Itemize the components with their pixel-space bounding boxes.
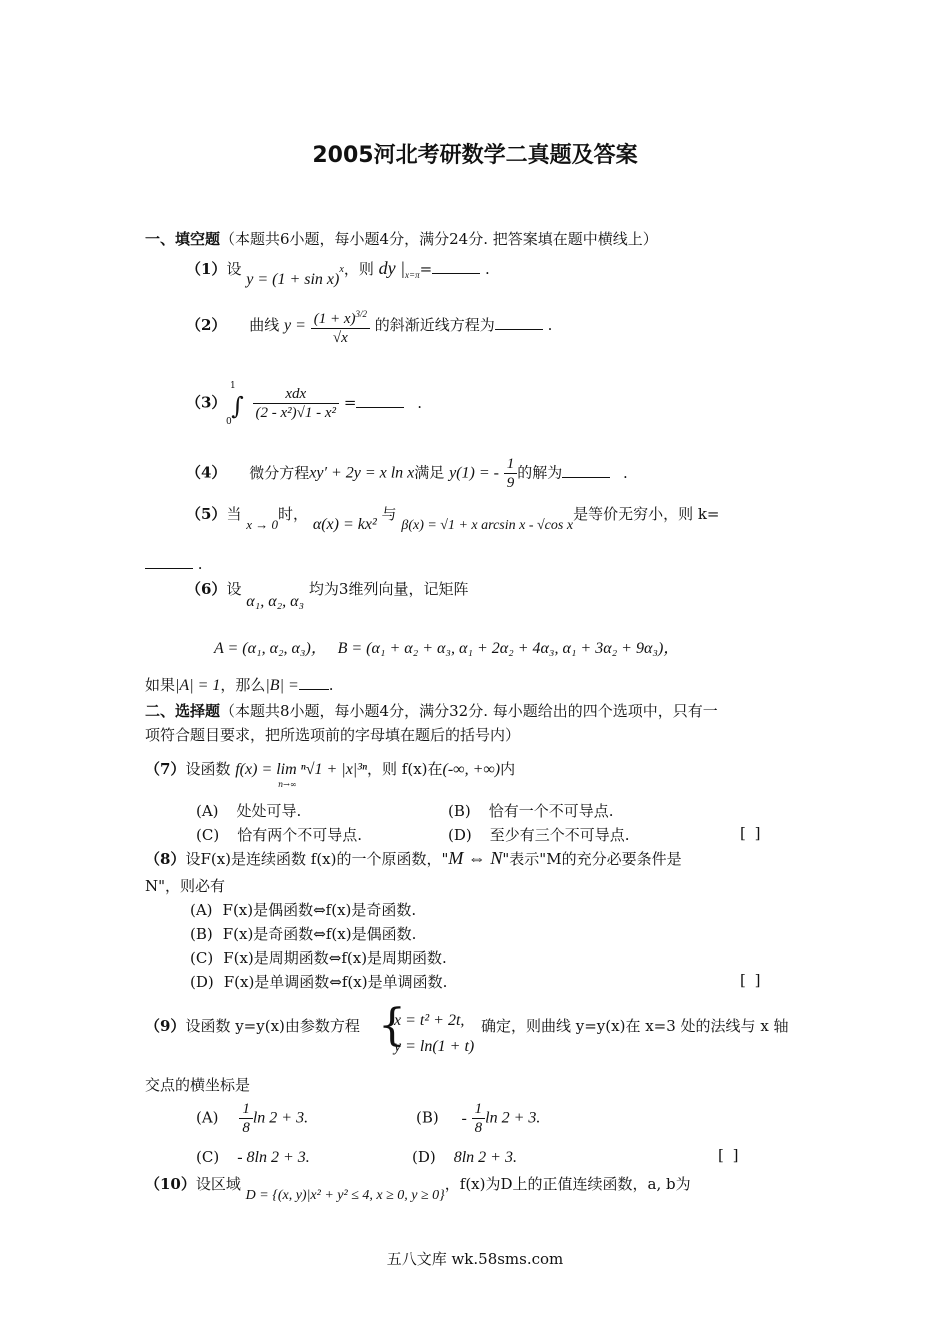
section-heading: 二、选择题: [145, 702, 221, 720]
numerator: xdx: [253, 385, 340, 404]
q-number: （4）: [186, 463, 227, 482]
q-text: 曲线: [249, 316, 280, 334]
q-number: （3）: [186, 393, 227, 412]
q-text: 与: [381, 505, 397, 523]
q-text: =: [419, 260, 433, 278]
numerator: 1: [239, 1100, 253, 1119]
formula: (-∞, +∞): [442, 761, 501, 778]
formula: dy |: [378, 258, 406, 278]
question-5: [186, 503, 720, 533]
question-10: [145, 1173, 691, 1203]
q-end: .: [484, 260, 490, 278]
lower-limit: 0: [226, 417, 232, 427]
formula: y = (1 + sin x): [246, 271, 340, 288]
answer-blank: [495, 317, 543, 330]
q-text: 的斜渐近线方程为: [374, 316, 495, 334]
q-text: =: [343, 393, 357, 412]
answer-bracket: [ ]: [740, 971, 763, 989]
denominator: (2 - x²)√1 - x²: [255, 405, 337, 421]
option-label: (A): [190, 901, 213, 919]
q-number: （6）: [186, 580, 227, 598]
fraction: [472, 1100, 486, 1137]
denominator: 8: [474, 1120, 483, 1136]
option-label: (C): [190, 949, 214, 967]
answer-blank: [145, 556, 193, 569]
q-text: 满足: [414, 463, 445, 482]
formula-subscript: x=π: [405, 270, 420, 280]
fraction: [253, 385, 340, 422]
option-label: (B): [190, 925, 213, 943]
question-4: [186, 455, 628, 492]
formula-exponent: x: [339, 264, 344, 275]
formula: M ⇔ N: [448, 848, 503, 868]
q-number: （8）: [145, 850, 186, 868]
option-C: [196, 1148, 310, 1167]
q-text: 设区域: [195, 1175, 241, 1193]
option-C: [196, 824, 362, 845]
section-choice: [145, 700, 718, 721]
exponent: 3/2: [355, 309, 367, 319]
option-A: [196, 1100, 308, 1137]
q-text: 设函数: [185, 760, 231, 778]
option-text: 恰有一个不可导点.: [488, 802, 614, 820]
answer-blank: [562, 465, 610, 478]
q-end: .: [623, 463, 628, 482]
q-number: （1）: [186, 260, 227, 278]
question-2: [186, 305, 552, 347]
brace: {: [378, 1000, 406, 1051]
option-text: F(x)是奇函数⇔f(x)是偶函数.: [222, 925, 417, 943]
param-eq-x: x = t² + 2t,: [394, 1012, 465, 1029]
q-text: 内: [500, 760, 516, 778]
option-A: [190, 899, 416, 920]
q-text: 是等价无穷小，则 k=: [573, 505, 720, 523]
q-text: ，则 f(x)在: [367, 760, 443, 778]
question-1: [186, 258, 490, 288]
fraction: [311, 305, 370, 347]
option-text: 8ln 2 + 3.: [453, 1149, 517, 1166]
numerator: 1: [504, 455, 518, 474]
q-number: （9）: [145, 1017, 186, 1035]
param-eq-y: y = ln(1 + t): [394, 1038, 475, 1055]
answer-bracket: [ ]: [740, 824, 763, 842]
option-B: [448, 800, 614, 821]
formula: y(1) = -: [449, 464, 499, 482]
q-end: .: [328, 676, 334, 694]
section-fill-in: [145, 228, 658, 249]
option-text: 至少有三个不可导点.: [489, 826, 630, 844]
option-text: F(x)是周期函数⇔f(x)是周期函数.: [223, 949, 447, 967]
option-B: [416, 1100, 540, 1137]
question-6: [186, 578, 469, 610]
option-label: (B): [416, 1108, 439, 1127]
question-3: [186, 381, 422, 427]
formula: D = {(x, y)|x² + y² ≤ 4, x ≥ 0, y ≥ 0}: [245, 1188, 445, 1203]
q-text: 微分方程: [249, 463, 310, 482]
upper-limit: 1: [230, 381, 236, 391]
q-number: （10）: [145, 1175, 196, 1193]
formula: α(x) = kx²: [312, 516, 377, 533]
limit-subscript: n→∞: [278, 780, 297, 789]
option-D: [190, 971, 447, 992]
question-7: [145, 758, 515, 779]
option-text: ln 2 + 3.: [485, 1109, 541, 1127]
q-text: 时，: [278, 505, 309, 523]
matrix-definitions: [214, 635, 679, 658]
question-8-cont: N"，则必有: [145, 877, 226, 895]
numerator: 1: [472, 1100, 486, 1119]
q-text: ，则: [343, 260, 374, 278]
q-text: 设函数 y=y(x)由参数方程: [185, 1017, 360, 1035]
section-intro: （本题共8小题，每小题4分，满分32分. 每小题给出的四个选项中，只有一: [220, 702, 718, 720]
q-number: （7）: [145, 760, 186, 778]
answer-blank: [356, 395, 404, 408]
denominator: 8: [242, 1120, 250, 1136]
denominator: 9: [506, 475, 515, 491]
page-title: 2005河北考研数学二真题及答案: [312, 143, 638, 168]
option-text: ln 2 + 3.: [252, 1109, 309, 1127]
matrix-B: B = (α₁ + α₂ + α₃, α₁ + 2α₂ + 4α₃, α₁ + 3α₂ + 9α₃)，: [337, 640, 680, 657]
option-label: (C): [196, 826, 220, 844]
q-text: 如果: [145, 676, 176, 694]
q-text: 设: [226, 580, 242, 598]
q-text: 设: [226, 260, 242, 278]
fraction: [504, 455, 518, 492]
denominator: √x: [332, 330, 348, 346]
formula: β(x) = √1 + x arcsin x - √cos x: [401, 518, 574, 533]
section-intro-cont: 项符合题目要求，把所选项前的字母填在题后的括号内）: [145, 726, 521, 744]
formula: |B| =: [265, 677, 299, 694]
q-text: 设F(x)是连续函数 f(x)的一个原函数，": [185, 850, 449, 868]
option-sign: -: [461, 1109, 467, 1127]
q-end: .: [417, 393, 422, 412]
q-number: （5）: [186, 505, 227, 523]
formula: x → 0: [246, 517, 279, 532]
question-6-line3: [145, 674, 334, 695]
option-label: (A): [196, 1108, 219, 1127]
option-label: (A): [196, 802, 219, 820]
section-intro: （本题共6小题，每小题4分，满分24分. 把答案填在题中横线上）: [220, 230, 658, 248]
formula: f(x) = lim ⁿ√1 + |x|³ⁿ: [235, 761, 368, 778]
q-text: 当: [226, 505, 242, 523]
q-text: 的解为: [517, 463, 563, 482]
option-label: (C): [196, 1148, 220, 1166]
q-text: "表示"M的充分必要条件是: [502, 850, 682, 868]
formula: α₁, α₂, α₃: [246, 593, 305, 610]
option-label: (D): [190, 973, 214, 991]
q-text: ，那么: [220, 676, 266, 694]
footer-watermark: 五八文库 wk.58sms.com: [386, 1250, 564, 1268]
q-end: .: [547, 316, 553, 334]
option-text: 处处可导.: [236, 802, 302, 820]
q-text: ，f(x)为D上的正值连续函数，a, b为: [444, 1175, 691, 1193]
option-label: (D): [448, 826, 472, 844]
question-8: [145, 848, 682, 869]
question-5-answer-line: [145, 555, 203, 573]
option-label: (D): [412, 1148, 436, 1166]
option-A: [196, 800, 301, 821]
option-text: F(x)是偶函数⇔f(x)是奇函数.: [222, 901, 417, 919]
matrix-A: A = (α₁, α₂, α₃)，: [214, 640, 327, 657]
q-number: （2）: [186, 316, 227, 334]
option-D: [412, 1148, 517, 1167]
option-text: - 8ln 2 + 3.: [237, 1149, 310, 1166]
q-text: 均为3维列向量，记矩阵: [308, 580, 469, 598]
option-text: F(x)是单调函数⇔f(x)是单调函数.: [223, 973, 448, 991]
formula: y =: [284, 317, 306, 334]
answer-blank: [432, 261, 480, 274]
option-C: [190, 947, 447, 968]
q-end: .: [197, 555, 203, 573]
option-text: 恰有两个不可导点.: [237, 826, 362, 844]
option-label: (B): [448, 802, 471, 820]
section-heading: 一、填空题: [145, 230, 221, 248]
question-9: [145, 1015, 360, 1036]
question-9-cont: 确定，则曲线 y=y(x)在 x=3 处的法线与 x 轴: [481, 1017, 789, 1035]
numerator: (1 + x): [313, 311, 356, 327]
answer-blank: [299, 677, 329, 690]
question-9-cont2: 交点的横坐标是: [145, 1076, 251, 1094]
formula: xy′ + 2y = x ln x: [309, 464, 415, 482]
fraction: [239, 1100, 253, 1137]
option-B: [190, 923, 416, 944]
formula: |A| = 1: [175, 677, 221, 694]
option-D: [448, 824, 630, 845]
integral-sign: ∫: [231, 391, 244, 420]
answer-bracket: [ ]: [718, 1146, 741, 1164]
